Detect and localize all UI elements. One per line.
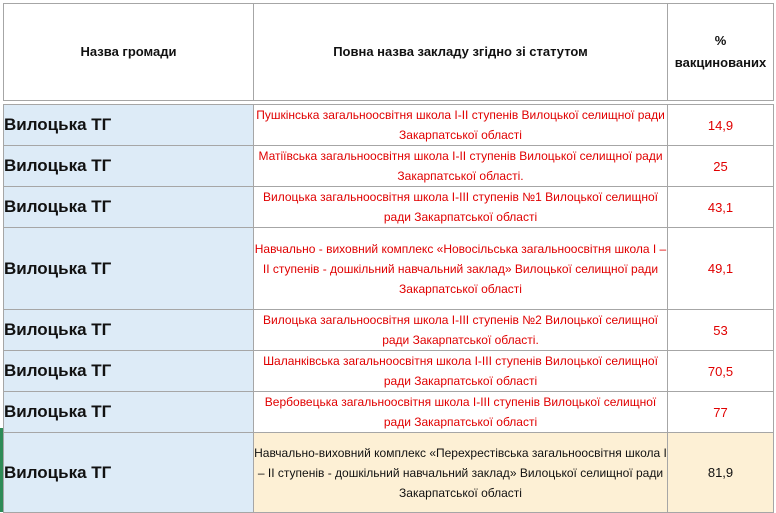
table-row	[4, 187, 774, 228]
community-cell[interactable]: Вилоцька ТГ	[4, 228, 254, 310]
percent-label: вакцинованих	[674, 55, 767, 70]
school-cell[interactable]: Пушкінська загальноосвітня школа І-ІІ ступенів Вилоцької селищної ради Закарпатської області	[254, 105, 668, 146]
school-cell[interactable]: Вилоцька загальноосвітня школа І-ІІІ ступенів №2 Вилоцької селищної ради Закарпатської області.	[254, 310, 668, 351]
community-cell[interactable]: Вилоцька ТГ	[4, 392, 254, 433]
table-row	[4, 228, 774, 310]
selection-marker	[0, 428, 3, 512]
community-cell[interactable]: Вилоцька ТГ	[4, 351, 254, 392]
community-cell[interactable]: Вилоцька ТГ	[4, 146, 254, 187]
school-cell[interactable]: Вербовецька загальноосвітня школа І-ІІІ ступенів Вилоцької селищної ради Закарпатської області	[254, 392, 668, 433]
community-cell[interactable]: Вилоцька ТГ	[4, 187, 254, 228]
school-cell[interactable]: Навчально-виховний комплекс «Перехрестівська загальноосвітня школа І – ІІ ступенів - дошкільний навчальний заклад» Вилоцької селищної ради Закарпатської області	[254, 433, 668, 513]
table-row	[4, 310, 774, 351]
header-row	[4, 4, 774, 101]
percent-cell[interactable]: 49,1	[668, 228, 774, 310]
percent-symbol: %	[714, 33, 727, 48]
percent-cell[interactable]: 81,9	[668, 433, 774, 513]
community-cell[interactable]: Вилоцька ТГ	[4, 310, 254, 351]
percent-cell[interactable]: 70,5	[668, 351, 774, 392]
column-header-community: Назва громади	[4, 4, 254, 101]
community-cell[interactable]: Вилоцька ТГ	[4, 105, 254, 146]
percent-cell[interactable]: 77	[668, 392, 774, 433]
percent-cell[interactable]: 25	[668, 146, 774, 187]
table-row	[4, 351, 774, 392]
table-row	[4, 146, 774, 187]
table-row	[4, 392, 774, 433]
vaccination-table	[3, 3, 774, 513]
table-row	[4, 105, 774, 146]
school-cell[interactable]: Навчально - виховний комплекс «Новосільська загальноосвітня школа І – ІІ ступенів - дошкільний навчальний заклад» Вилоцької селищної ради Закарпатської області	[254, 228, 668, 310]
school-cell[interactable]: Шаланківська загальноосвітня школа І-ІІІ ступенів Вилоцької селищної ради Закарпатської області	[254, 351, 668, 392]
percent-cell[interactable]: 53	[668, 310, 774, 351]
percent-cell[interactable]: 43,1	[668, 187, 774, 228]
column-header-school-name: Повна назва закладу згідно зі статутом	[254, 4, 668, 101]
school-cell[interactable]: Вилоцька загальноосвітня школа І-ІІІ ступенів №1 Вилоцької селищної ради Закарпатської області	[254, 187, 668, 228]
column-header-percent-vaccinated	[668, 4, 774, 101]
percent-cell[interactable]: 14,9	[668, 105, 774, 146]
table-row	[4, 433, 774, 513]
community-cell[interactable]: Вилоцька ТГ	[4, 433, 254, 513]
school-cell[interactable]: Матіївська загальноосвітня школа І-ІІ ступенів Вилоцької селищної ради Закарпатської області.	[254, 146, 668, 187]
